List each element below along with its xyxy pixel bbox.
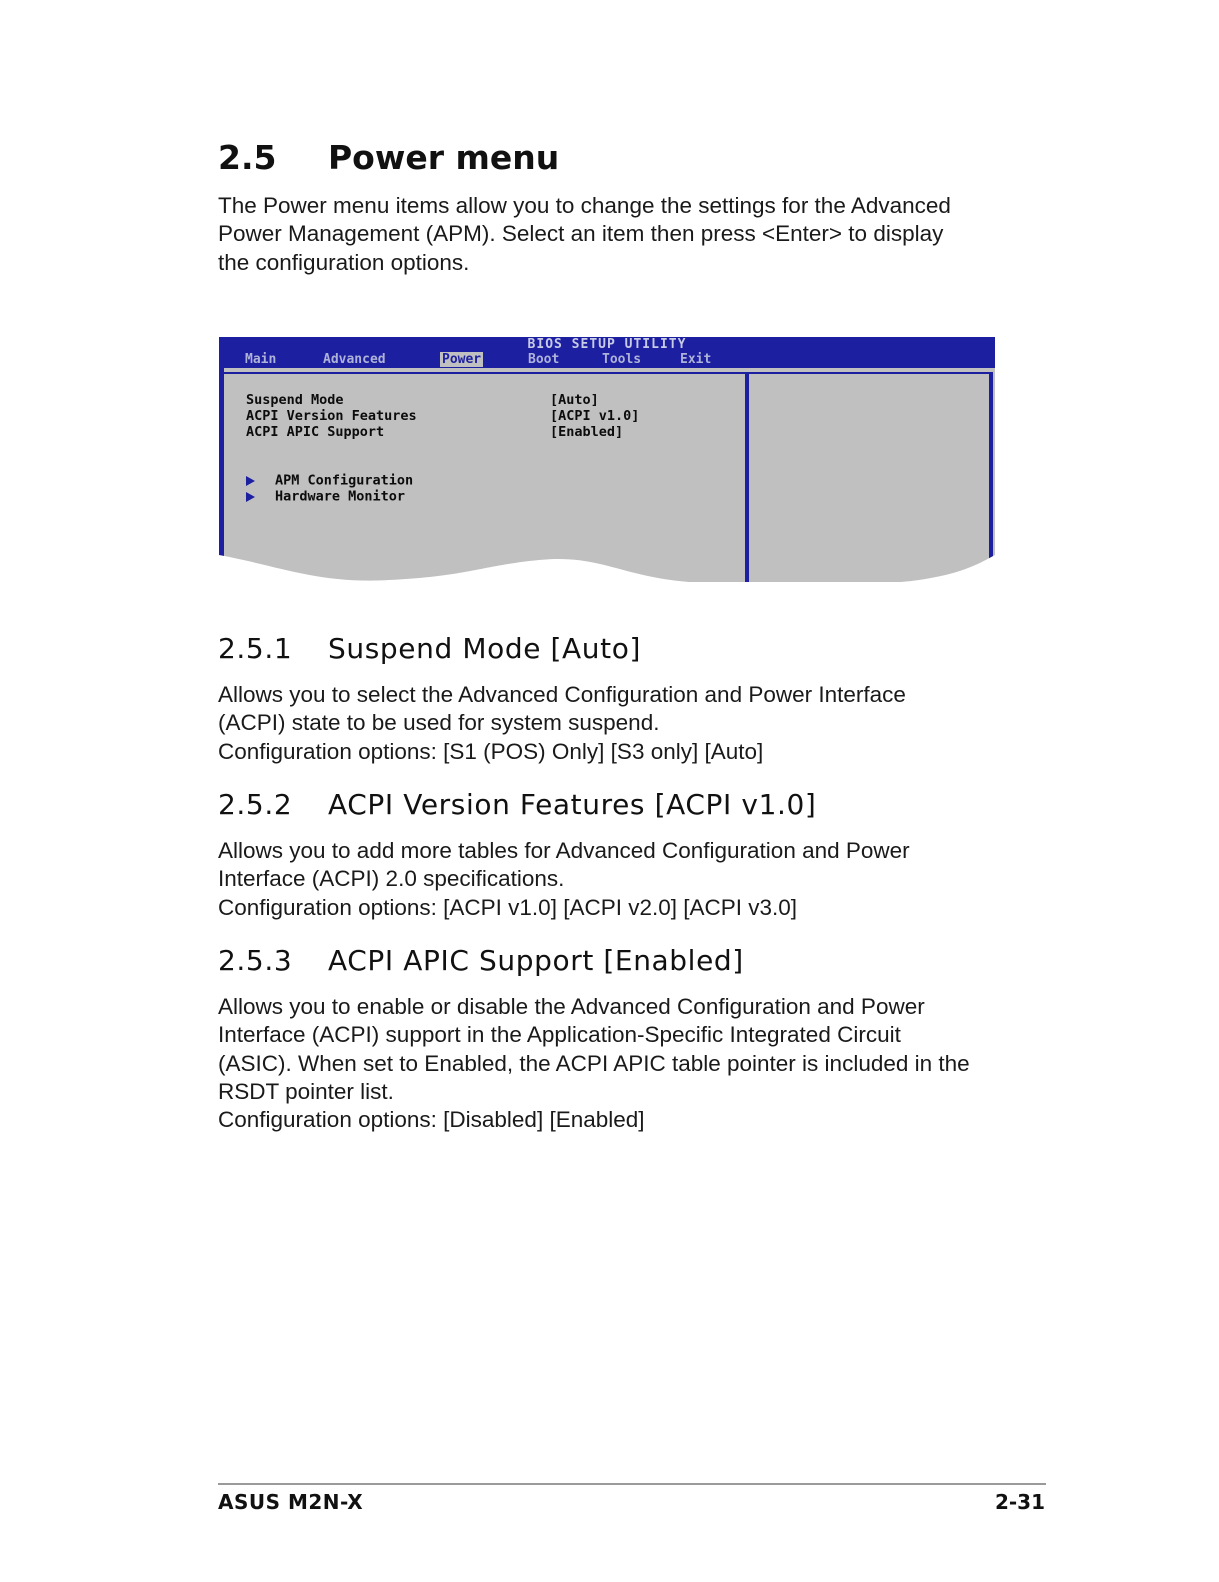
subsection-heading-acpi-apic [218,944,744,978]
subsection-title: ACPI Version Features [ACPI v1.0] [328,788,817,821]
subsection-number: 2.5.3 [218,944,293,977]
bios-tab-main[interactable]: Main [245,352,277,367]
footer-product-name: ASUS M2N-X [218,1490,364,1514]
bios-menu-bar [219,337,995,368]
bios-item-suspend-mode[interactable]: Suspend Mode [246,392,344,408]
body-line: Configuration options: [Disabled] [Enabled] [218,1107,645,1133]
subsection-body-acpi-apic [218,993,1008,1134]
section-title: Power menu [328,138,560,177]
bios-frame [224,372,993,374]
bios-item-acpi-apic[interactable]: ACPI APIC Support [246,424,385,440]
bios-tab-advanced[interactable]: Advanced [323,352,386,367]
page-title [218,138,559,178]
triangle-right-icon [246,476,255,486]
subsection-number: 2.5.2 [218,788,293,821]
body-line: Configuration options: [S1 (POS) Only] [S3 only] [Auto] [218,738,764,764]
torn-edge [219,542,995,582]
body-line: Interface (ACPI) support in the Application-Specific Integrated Circuit [218,1022,901,1048]
bios-value-suspend-mode[interactable]: [Auto] [550,392,599,408]
bios-screenshot [219,337,995,582]
subsection-heading-suspend-mode [218,632,641,666]
body-line: (ASIC). When set to Enabled, the ACPI APIC table pointer is included in the [218,1050,970,1076]
bios-submenu-hardware-monitor[interactable] [246,486,406,505]
body-line: Allows you to enable or disable the Advanced Configuration and Power [218,994,925,1019]
body-line: Interface (ACPI) 2.0 specifications. [218,866,565,892]
intro-line: the configuration options. [218,249,470,275]
subsection-number: 2.5.1 [218,632,293,665]
bios-value-acpi-apic[interactable]: [Enabled] [550,424,624,440]
footer-page-number: 2-31 [994,1490,1045,1514]
intro-line: Power Management (APM). Select an item then press <Enter> to display [218,221,944,247]
bios-title: BIOS SETUP UTILITY [527,337,687,352]
subsection-heading-acpi-version [218,788,816,822]
bios-tab-exit[interactable]: Exit [680,352,712,367]
subsection-title: Suspend Mode [Auto] [328,632,641,665]
bios-submenu-apm[interactable] [246,470,414,489]
subsection-body-suspend-mode [218,681,1008,766]
triangle-right-icon [246,492,255,502]
body-line: RSDT pointer list. [218,1078,394,1104]
body-line: (ACPI) state to be used for system suspend. [218,710,660,736]
bios-item-acpi-version[interactable]: ACPI Version Features [246,408,417,424]
section-number: 2.5 [218,138,277,177]
bios-value-acpi-version[interactable]: [ACPI v1.0] [550,408,640,424]
bios-submenu-label: Hardware Monitor [275,488,406,505]
subsection-title: ACPI APIC Support [Enabled] [328,944,744,977]
bios-tab-boot[interactable]: Boot [528,352,560,367]
body-line: Allows you to add more tables for Advanced Configuration and Power [218,838,910,863]
bios-tab-tools[interactable]: Tools [602,352,642,367]
body-line: Allows you to select the Advanced Configuration and Power Interface [218,682,906,707]
body-line: Configuration options: [ACPI v1.0] [ACPI v2.0] [ACPI v3.0] [218,894,798,920]
footer-divider [218,1483,1046,1485]
intro-line: The Power menu items allow you to change the settings for the Advanced [218,193,951,218]
bios-submenu-label: APM Configuration [275,472,414,489]
subsection-body-acpi-version [218,837,1008,922]
bios-tab-power[interactable]: Power [442,352,482,367]
intro-paragraph [218,192,1008,277]
